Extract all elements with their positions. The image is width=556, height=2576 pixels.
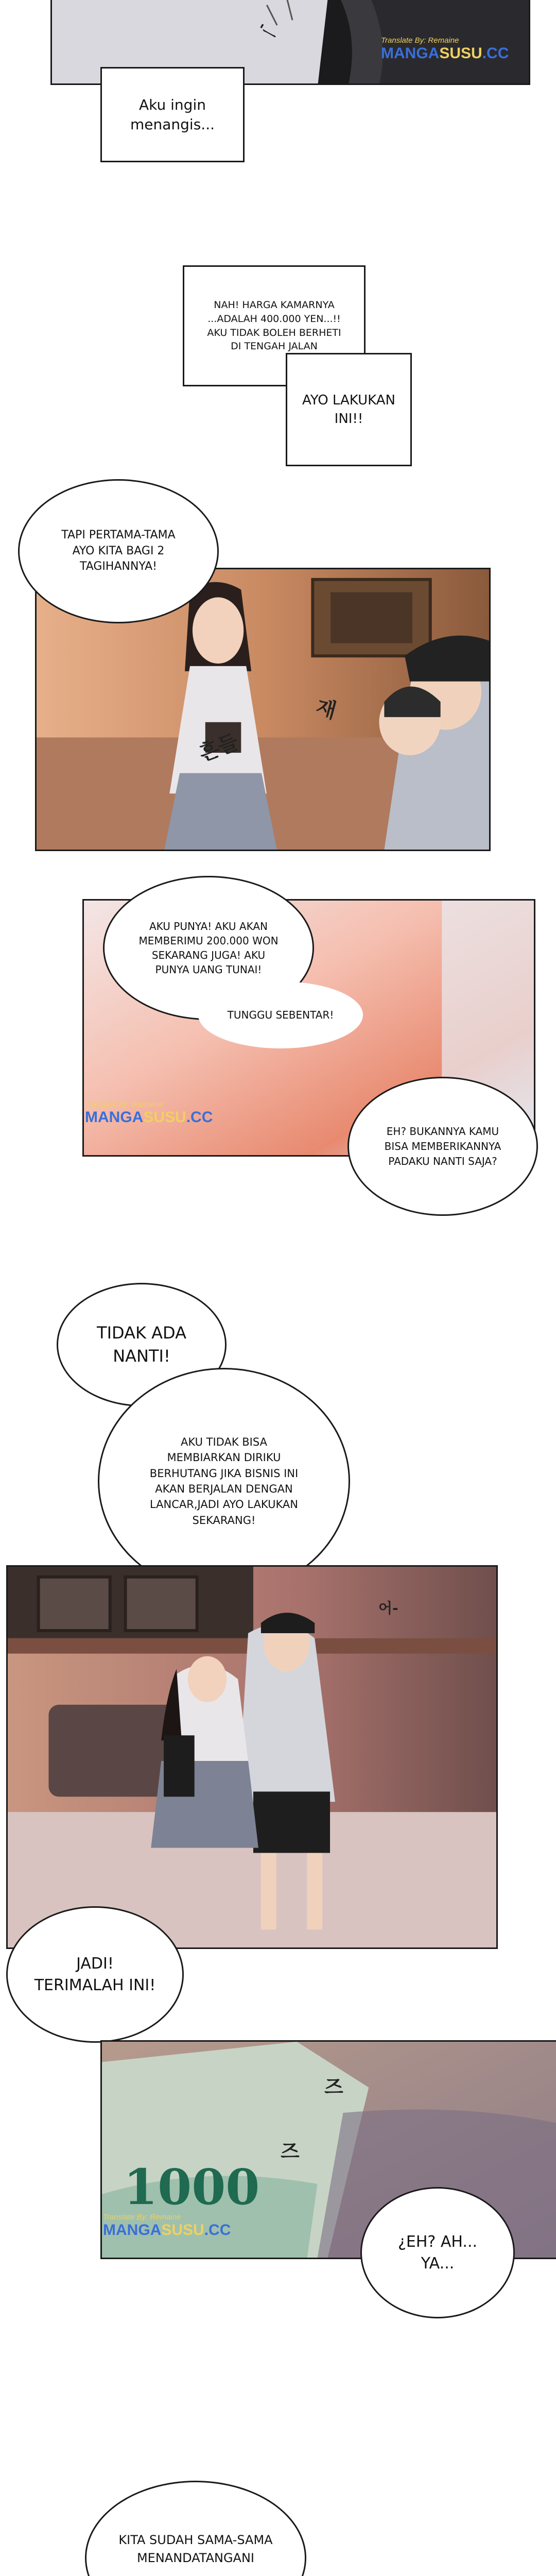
speech-bubble-wait: TUNGGU SEBENTAR! (198, 981, 363, 1048)
speech-bubble-split-bill: TAPI PERTAMA-TAMA AYO KITA BAGI 2 TAGIHANNYA! (18, 479, 219, 623)
caption-want-to-cry: Aku ingin menangis... (100, 67, 245, 162)
watermark-1 (381, 36, 509, 62)
speech-bubble-no-later: TIDAK ADA NANTI! (57, 1283, 227, 1406)
speech-bubble-have-cash: AKU PUNYA! AKU AKAN MEMBERIMU 200.000 WON SEKARANG JUGA! AKU PUNYA UANG TUNAI! (103, 876, 314, 1020)
banknote-value: 1000 (124, 2159, 260, 2216)
sfx-swish-1: 즈 (324, 2076, 343, 2098)
watermark-3: Translate By: Remaine MANGASUSU.CC (103, 2213, 231, 2239)
speech-bubble-no-debt: AKU TIDAK BISA MEMBIARKAN DIRIKU BERHUTANG JIKA BISNIS INI AKAN BERJALAN DENGAN LANCAR,JADI AYO LAKUKAN SEKARANG! (98, 1368, 350, 1595)
speech-bubble-take-this: JADI! TERIMALAH INI! (6, 1906, 184, 2043)
panel-living-art (8, 1567, 496, 1947)
watermark-site: MANGASUSU.CC (381, 45, 509, 62)
sfx-shake: 흔들 (196, 730, 242, 766)
speech-bubble-pay-later: EH? BUKANNYA KAMU BISA MEMBERIKANNYA PADAKU NANTI SAJA? (348, 1077, 538, 1216)
panel-handing-money (6, 1565, 498, 1949)
watermark-credit: Translate By: Remaine (381, 36, 459, 45)
caption-lets-do-it: AYO LAKUKAN INI!! (286, 353, 412, 466)
watermark-2: Translate By: Remaine MANGASUSU.CC (85, 1100, 213, 1126)
speech-bubble-signed: KITA SUDAH SAMA-SAMA MENANDATANGANI (85, 2481, 306, 2576)
sfx-tilde: 'ㅡ (253, 21, 280, 46)
speech-bubble-eh-ah-yes: ¿EH? AH... YA... (360, 2187, 515, 2318)
sfx-uh: 어- (378, 1600, 398, 1617)
caption-room-price: NAH! HARGA KAMARNYA ...ADALAH 400.000 YEN...!! AKU TIDAK BOLEH BERHETI DI TENGAH JALAN (183, 265, 366, 386)
sfx-swish-2: 즈 (281, 2140, 300, 2163)
sfx-rustle: 재 (313, 695, 339, 724)
